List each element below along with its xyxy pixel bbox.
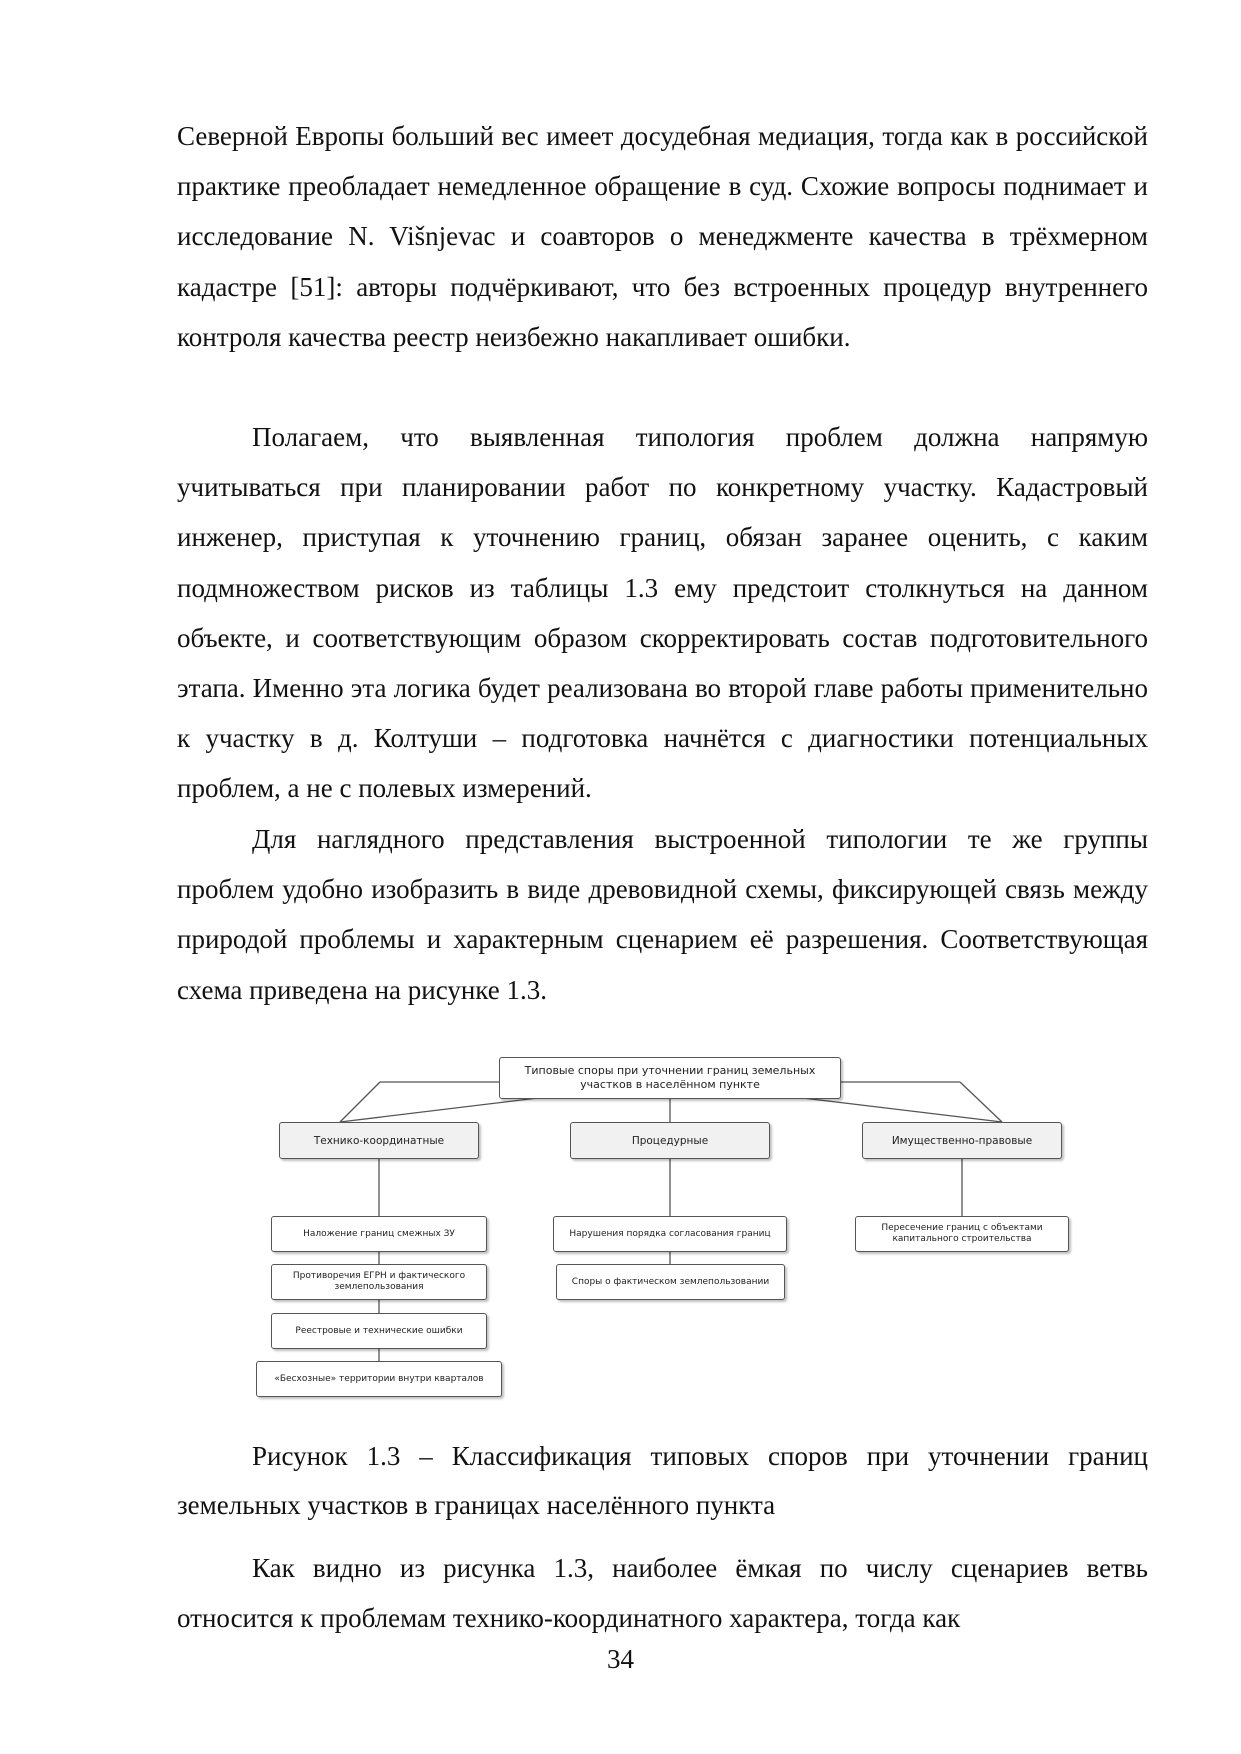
paragraph-2: Полагаем, что выявленная типология проблем должна напрямую учитываться при планировании работ по конкретному участку. Кадастровый инженер, приступая к уточнению границ, обязан заранее оценить, с каким подмножеством рисков из таблицы 1.3 ему предстоит столкнуться на данном объекте, и соответствующим образом скорректировать состав подготовительного этапа. Именно эта логика будет реализована во второй главе работы применительно к участку в д. Колтуши – подготовка начнётся с диагностики потенциальных проблем, а не с полевых измерений. bbox=[177, 422, 1148, 804]
leaf-ownerless-territories: «Бесхозные» территории внутри кварталов bbox=[256, 1361, 502, 1397]
figure-tree-diagram bbox=[250, 1052, 1070, 1402]
paragraph-4: Как видно из рисунка 1.3, наиболее ёмкая по числу сценариев ветвь относится к проблемам технико-координатного характера, тогда как bbox=[177, 1553, 1148, 1634]
paragraph-3: Для наглядного представления выстроенной типологии те же группы проблем удобно изобразить в виде древовидной схемы, фиксирующей связь между природой проблемы и характерным сценарием её разрешения. Соответствующая схема приведена на рисунке 1.3. bbox=[177, 824, 1148, 1005]
leaf-capital-construction-intersection: Пересечение границ с объектами капитального строительства bbox=[855, 1216, 1069, 1252]
leaf-egrn-contradictions: Противоречия ЕГРН и фактического землепользования bbox=[271, 1264, 487, 1300]
paragraph-1: Северной Европы больший вес имеет досудебная медиация, тогда как в российской практике преобладает немедленное обращение в суд. Схожие вопросы поднимает и исследование N. Višnjevac и соавторов о менеджменте качества в трёхмерном кадастре [51]: авторы подчёркивают, что без встроенных процедур внутреннего контроля качества реестр неизбежно накапливает ошибки. bbox=[177, 121, 1148, 352]
leaf-approval-violations: Нарушения порядка согласования границ bbox=[553, 1216, 787, 1252]
leaf-registry-errors: Реестровые и технические ошибки bbox=[271, 1313, 487, 1349]
category-procedural: Процедурные bbox=[570, 1122, 770, 1159]
leaf-actual-land-use-disputes: Споры о фактическом землепользовании bbox=[556, 1264, 785, 1300]
leaf-boundary-overlap: Наложение границ смежных ЗУ bbox=[271, 1216, 487, 1252]
category-technical-coordinate: Технико-координатные bbox=[279, 1122, 479, 1159]
category-property-legal: Имущественно-правовые bbox=[862, 1122, 1062, 1159]
page-number: 34 bbox=[607, 1644, 634, 1674]
figure-caption: Рисунок 1.3 – Классификация типовых споров при уточнении границ земельных участков в границах населённого пункта bbox=[177, 1441, 1148, 1520]
diagram-root-node: Типовые споры при уточнении границ земельных участков в населённом пункте bbox=[499, 1057, 841, 1099]
